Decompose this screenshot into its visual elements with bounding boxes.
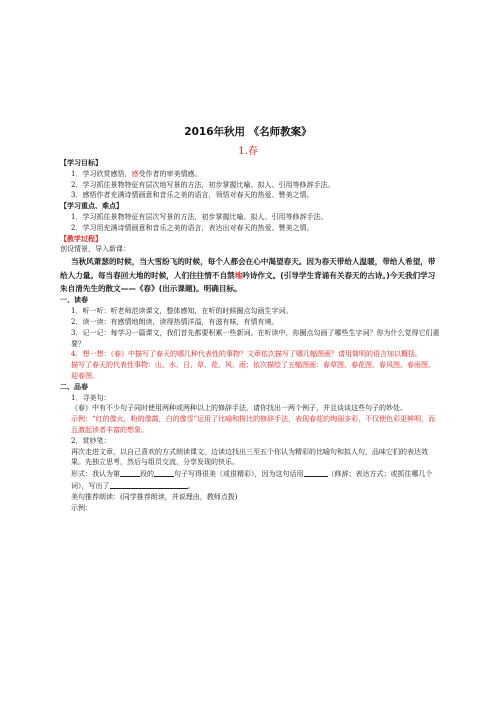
reading-step-4-answer: 描写了春天的代表性事物：山、水、日、草、花、风、雨；依次描绘了五幅图画：春草图、春花图、春风图、春雨图、迎春图。 xyxy=(71,361,435,380)
reading-step-3: 3．记一记：每学习一篇课文，我们首先都要积累一些新词。在听读中，你圈点勾画了哪些生字词？你为什么觉得它们重要？ xyxy=(71,328,440,348)
reading-step-2: 2．读一读：有感情地朗读，读得热情洋溢，有滋有味，有情有境。 xyxy=(71,317,279,326)
keypoint-item-1: 1．学习抓住景物特征有层次写景的方法，初步掌握比喻、拟人、引用等修辞手法。 xyxy=(71,212,328,221)
blank-line xyxy=(120,468,140,477)
appreciation-sub-2-body: 再次走进文章，以自己喜欢的方式朗读课文，边读边找出三至五个你认为精彩的比喻句和拟人句，品味它们的表达效果。先独立思考，然后与组员交流，分享发现的快乐。 xyxy=(71,447,428,467)
objective-item-2: 2．学习抓住景物特征有层次地写景的方法，初步掌握比喻、拟人、引用等修辞手法。 xyxy=(71,180,335,189)
example-label: 示例： xyxy=(71,503,92,512)
intro-paragraph: 当秋风萧瑟的时候，当大雪纷飞的时候，每个人都会在心中渴望春天。因为春天带给人温暖，带给人希望，带给人力量。每当春回大地的时候，人们往往情不自禁地吟诗作文。(引导学生背诵有关春天的古诗。)今天我们学习朱自清先生的散文——《春》(出示课题)。明确目标。 xyxy=(60,257,436,293)
appreciation-sub-1-example: 示例：“红的像火，粉的像霞，白的像雪”运用了比喻和排比的修辞手法，表现春花的绚丽多彩，不仅使色彩更鲜明，而且激起读者丰富的想象。 xyxy=(71,415,436,434)
blank-line xyxy=(304,468,328,477)
objectives-heading: 【学习目标】 xyxy=(60,158,102,167)
objective-item-1: 1．学习欣赏感悟，感受作者的审美情感。 xyxy=(71,169,202,178)
process-heading: 【教学过程】 xyxy=(60,233,102,243)
reading-heading: 一、读春 xyxy=(60,295,88,305)
blank-line xyxy=(154,468,174,477)
appreciation-sub-1: 1．寻美句： xyxy=(71,393,111,402)
blank-line xyxy=(110,480,188,489)
highlight-char: 感 xyxy=(131,169,139,178)
appreciation-sub-2: 2．赏妙笔： xyxy=(71,436,111,445)
document-body xyxy=(60,158,440,513)
objective-item-3: 3．感悟作者充满诗情画意和音乐之美的语言，领悟对春天的热爱、赞美之情。 xyxy=(71,191,314,200)
fill-in-form: 形式：我认为第 段的 句子写得很美（或很精彩），因为这句话用 （修辞；表达方式；或抓住哪几个词），写出了 。 xyxy=(71,470,433,490)
document-title: 2016年秋用 《名师教案》 xyxy=(184,126,312,138)
highlight-char: 地 xyxy=(234,270,243,280)
lesson-title: 1.春 xyxy=(238,146,258,157)
intro-label: 创设情景，导入新课： xyxy=(60,245,130,254)
keypoints-heading: 【学习重点、难点】 xyxy=(60,201,123,211)
reading-step-1: 1．听一听：听老师范读课文，整体感知，在听的时候圈点勾画生字词。 xyxy=(71,307,293,316)
appreciation-heading: 二、品春 xyxy=(60,381,88,391)
keypoint-item-2: 2．学习用充满诗情画意和音乐之美的语言，表达出对春天的热爱、赞美之情。 xyxy=(71,223,314,232)
appreciation-sub-1-body: 《春》中有不少句子同时使用两种或两种以上的修辞手法，请你找出一两个例子，并且谈谈这些句子的妙处。 xyxy=(71,404,407,413)
recommend-line: 美句推荐朗读：(同学推荐朗读，并说理由，教师点拨) xyxy=(71,492,238,501)
reading-step-4: 4．想一想：《春》中描写了春天的哪几种代表性的事物？文章依次描写了哪几幅图画？请用简明的语言加以概括。 xyxy=(71,350,422,359)
